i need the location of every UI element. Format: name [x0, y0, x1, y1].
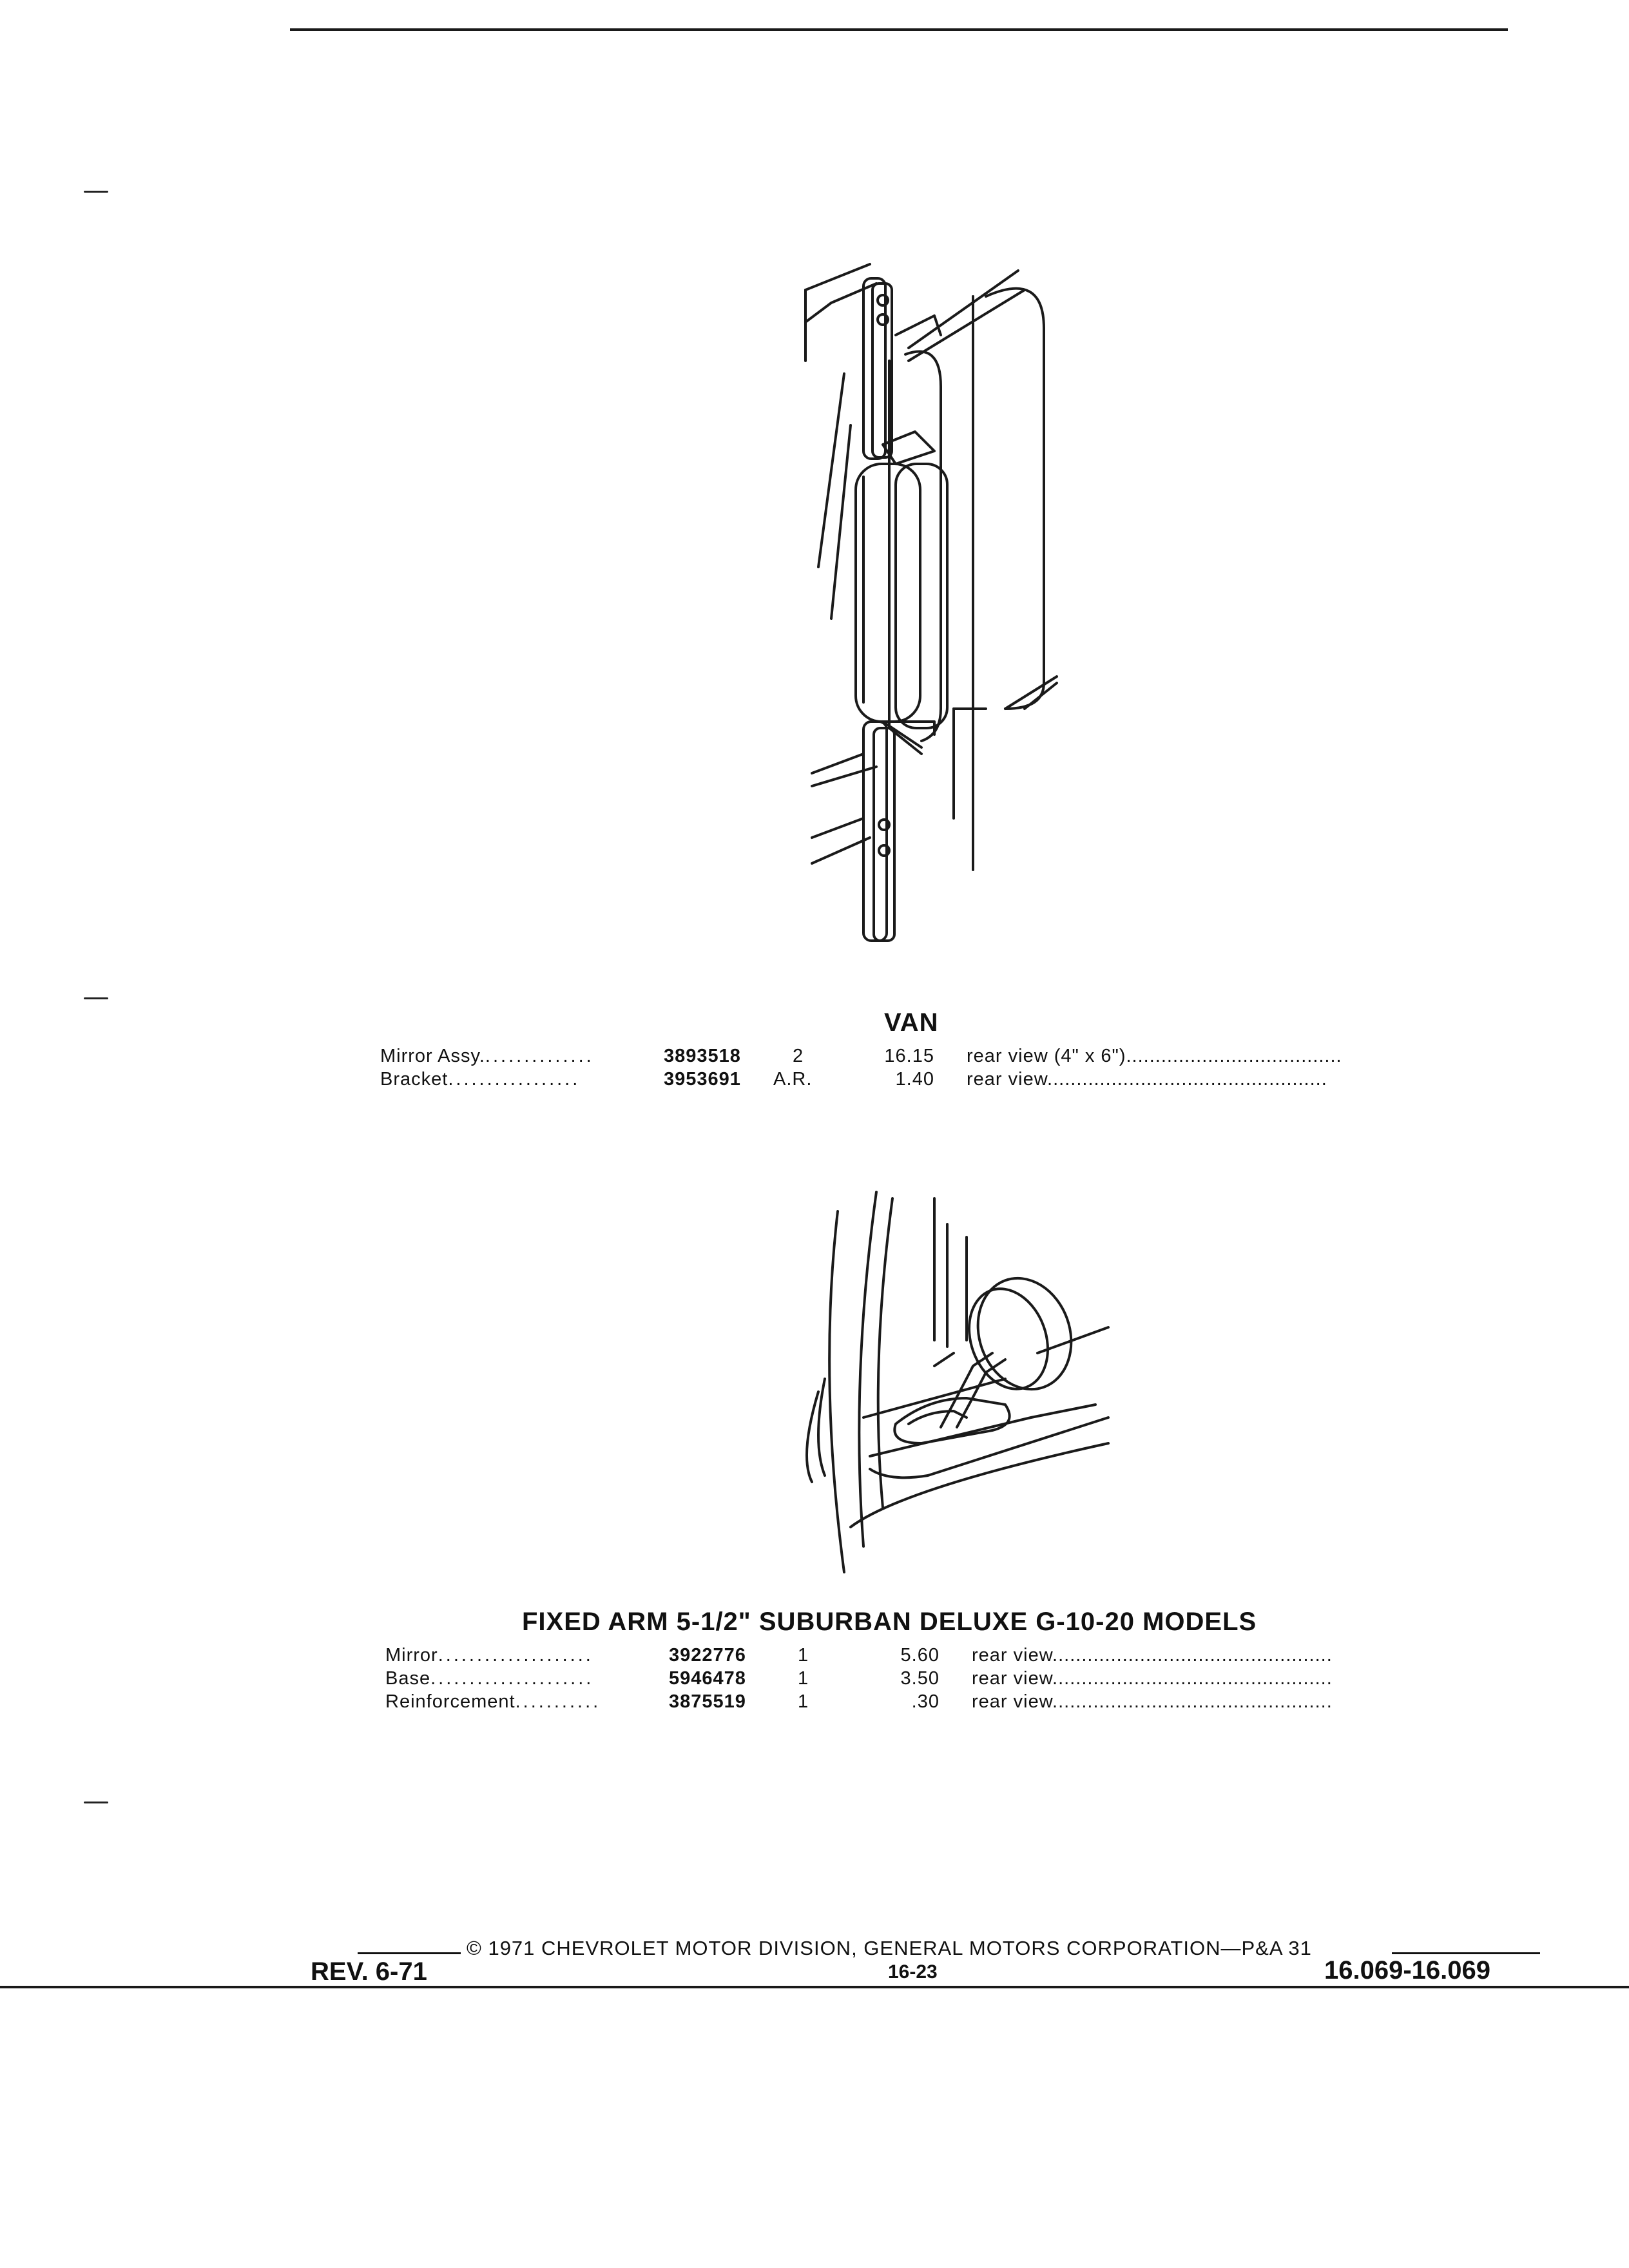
page-number: 16-23: [888, 1961, 938, 1983]
margin-tick: [84, 997, 108, 999]
footer-line-left: [358, 1952, 461, 1954]
footer-line-right: [1392, 1952, 1540, 1954]
part-name: Mirror Assy...............: [380, 1046, 594, 1066]
part-description: rear view................................................: [967, 1069, 1327, 1090]
parts-table-van: [380, 1044, 1534, 1091]
revision-label: REV. 6-71: [311, 1957, 427, 1986]
part-quantity: 2: [793, 1046, 804, 1066]
fixed-arm-mirror-illustration: [773, 1186, 1134, 1572]
part-number: 3922776: [669, 1645, 746, 1666]
table-row: [380, 1044, 1534, 1068]
part-number: 3953691: [664, 1069, 741, 1090]
section-range: 16.069-16.069: [1324, 1956, 1491, 1984]
van-mirror-illustration: [793, 258, 1083, 896]
top-rule: [290, 28, 1508, 31]
table-row: [385, 1667, 1539, 1690]
part-price: 1.40: [895, 1069, 934, 1090]
footer-copyright: © 1971 CHEVROLET MOTOR DIVISION, GENERAL MOTORS CORPORATION—P&A 31: [467, 1937, 1312, 1959]
section-title-van: VAN: [884, 1008, 939, 1037]
part-quantity: 1: [798, 1645, 809, 1666]
table-row: [380, 1068, 1534, 1091]
part-price: 3.50: [900, 1668, 940, 1689]
table-row: [385, 1690, 1539, 1713]
bottom-rule: [0, 1986, 1629, 1988]
part-description: rear view (4" x 6").....................................: [967, 1046, 1342, 1066]
part-number: 3875519: [669, 1691, 746, 1712]
part-quantity: 1: [798, 1668, 809, 1689]
part-name: Mirror....................: [385, 1645, 593, 1666]
part-number: 5946478: [669, 1668, 746, 1689]
part-description: rear view................................................: [972, 1691, 1333, 1712]
part-quantity: 1: [798, 1691, 809, 1712]
part-name: Base.....................: [385, 1668, 594, 1689]
parts-table-fixed-arm: [385, 1644, 1539, 1713]
part-quantity: A.R.: [773, 1069, 813, 1090]
part-name: Reinforcement...........: [385, 1691, 601, 1712]
part-description: rear view................................................: [972, 1645, 1333, 1666]
part-name: Bracket.................: [380, 1069, 581, 1090]
part-number: 3893518: [664, 1046, 741, 1066]
table-row: [385, 1644, 1539, 1667]
margin-tick: [84, 1802, 108, 1803]
section-title-fixed-arm: FIXED ARM 5-1/2" SUBURBAN DELUXE G-10-20 MODELS: [522, 1608, 1257, 1636]
part-description: rear view................................................: [972, 1668, 1333, 1689]
part-price: 5.60: [900, 1645, 940, 1666]
part-price: .30: [911, 1691, 940, 1712]
part-price: 16.15: [884, 1046, 934, 1066]
margin-tick: [84, 191, 108, 193]
